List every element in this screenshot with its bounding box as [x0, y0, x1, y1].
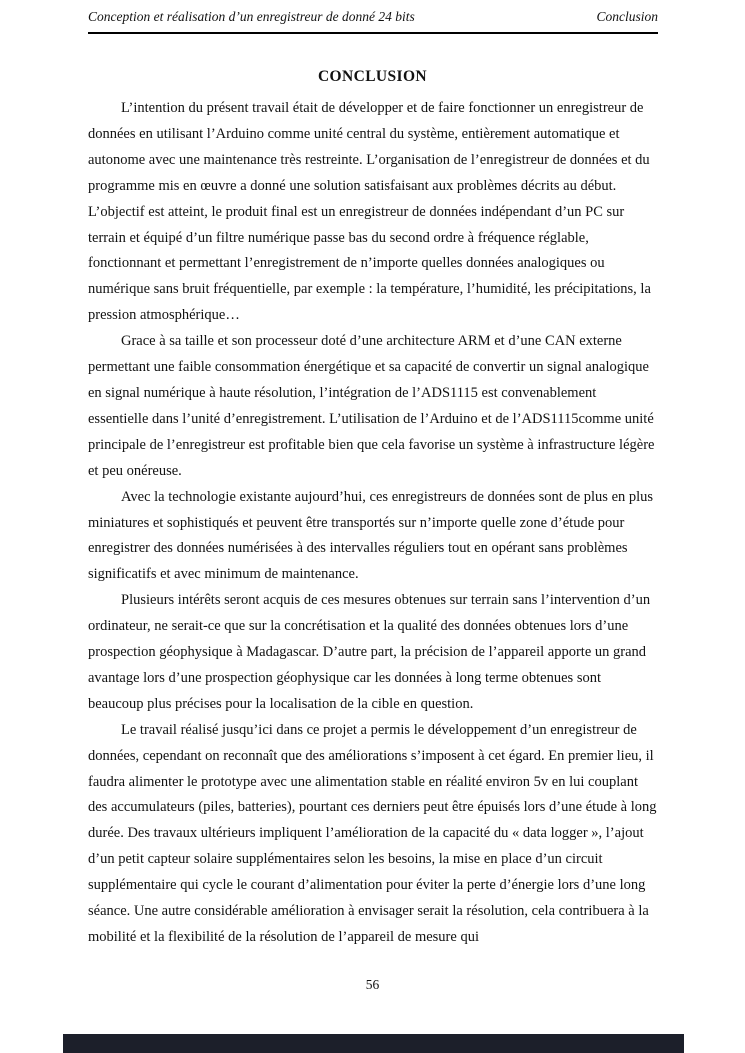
- paragraph: L’intention du présent travail était de développer et de faire fonctionner un enregistreur de données en utilisant l’Arduino comme unité central du système, entièrement automatique et autonome avec une maintenance très restreinte. L’organisation de l’enregistreur de données et du programme mis en œuvre a donné une solution satisfaisant aux problèmes décrits au début. L’objectif est atteint, le produit final est un enregistreur de données indépendant d’un PC sur terrain et équipé d’un filtre numérique passe bas du second ordre à fréquence réglable, fonctionnant et permettant l’enregistrement de n’importe quelles données analogiques ou numérique sans bruit fréquentielle, par exemple : la température, l’humidité, les précipitations, la pression atmosphérique…: [88, 100, 651, 324]
- running-header: [88, 7, 658, 27]
- paragraph: Plusieurs intérêts seront acquis de ces mesures obtenues sur terrain sans l’intervention d’un ordinateur, ne serait-ce que sur la concrétisation et la qualité des données obtenues lors d’une prospection géophysique à Madagascar. D’autre part, la précision de l’appareil apporte un grand avantage lors d’une prospection géophysique car les données à long terme obtenues sont beaucoup plus précises pour la localisation de la cible en question.: [88, 592, 651, 712]
- body-text: [88, 96, 660, 951]
- running-header-section: Conclusion: [596, 9, 658, 24]
- page-number: 56: [365, 977, 380, 992]
- paragraph: Le travail réalisé jusqu’ici dans ce projet a permis le développement d’un enregistreur de données, cependant on reconnaît que des améliorations s’imposent à cet égard. En premier lieu, il faudra alimenter le prototype avec une alimentation stable en réalité environ 5v en lui couplant des accumulateurs (piles, batteries), pourtant ces derniers peut être épuisés lors d’une étude à long durée. Des travaux ultérieurs impliquent l’amélioration de la capacité du « data logger », l’ajout d’un petit capteur solaire supplémentaires selon les besoins, la mise en place d’un circuit supplémentaire qui cycle le courant d’alimentation pour éviter la perte d’énergie lors d’une long séance. Une autre considérable amélioration à envisager serait la résolution, cela contribuera à la mobilité et la flexibilité de la résolution de l’appareil de mesure qui: [88, 721, 657, 945]
- paragraph: Grace à sa taille et son processeur doté d’une architecture ARM et d’une CAN externe permettant une faible consommation énergétique et sa capacité de convertir un signal analogique en signal numérique à haute résolution, l’intégration de l’ADS1115 est convenablement essentielle dans l’unité d’enregistrement. L’utilisation de l’Arduino et de l’ADS1115comme unité principale de l’enregistreur est profitable bien que cela favorise un système à infrastructure légère et peu onéreuse.: [88, 333, 655, 479]
- header-rule: [88, 32, 658, 34]
- running-header-title: Conception et réalisation d’un enregistreur de donné 24 bits: [88, 9, 415, 24]
- bottom-dark-bar: [63, 1034, 684, 1053]
- paragraph: Avec la technologie existante aujourd’hui, ces enregistreurs de données sont de plus en plus miniatures et sophistiqués et peuvent être transportés sur n’importe quelle zone d’étude pour enregistrer des données numérisées à des intervalles réguliers tout en opérant sans problèmes significatifs et avec minimum de maintenance.: [88, 488, 654, 583]
- page-title: CONCLUSION: [317, 68, 428, 85]
